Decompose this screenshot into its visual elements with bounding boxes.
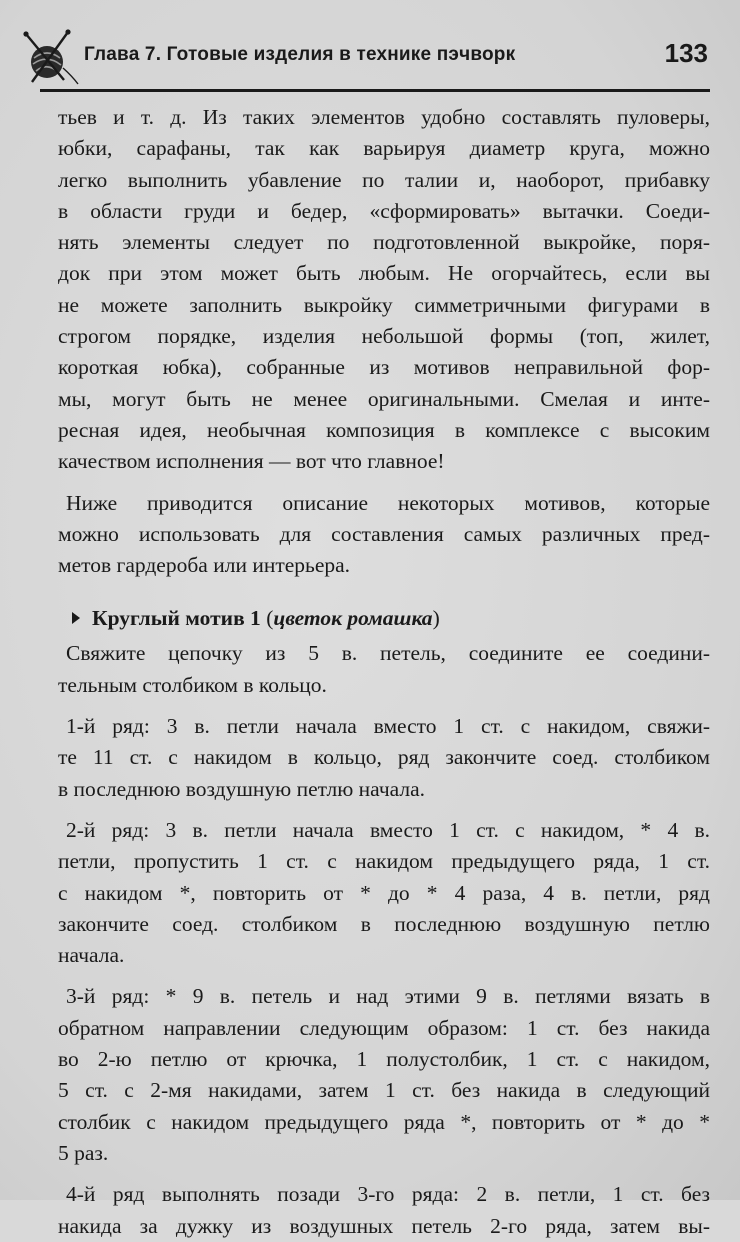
yarn-ball-with-needles-icon	[20, 28, 80, 88]
heading-title: Круглый мотив 1	[92, 606, 261, 631]
text-line: качеством исполнения — вот что главное!	[58, 449, 445, 474]
text-line: накида за дужку из воздушных петель 2-го ряда, затем вы-	[58, 1213, 710, 1238]
text-line: в области груди и бедер, «сформировать» вытачки. Соеди-	[58, 198, 710, 223]
text-line: обратном направлении следующим образом: 1 ст. без накида	[58, 1015, 710, 1040]
text-line: мы, могут быть не менее оригинальными. Смелая и инте-	[58, 386, 710, 411]
heading-paren-open: (	[260, 606, 274, 631]
text-line: в последнюю воздушную петлю начала.	[58, 776, 426, 801]
text-line: метов гардероба или интерьера.	[58, 553, 351, 578]
text-line: Ниже приводится описание некоторых мотивов, которые	[66, 490, 710, 515]
text-line: 3-й ряд: * 9 в. петель и над этими 9 в. петлями вязать в	[66, 984, 710, 1009]
text-line: столбик с накидом предыдущего ряда *, повторить от * до *	[58, 1109, 710, 1134]
text-line: можно использовать для составления самых различных пред-	[58, 521, 710, 546]
paragraph-4	[58, 711, 710, 805]
text-line: петли, пропустить 1 ст. с накидом предыдущего ряда, 1 ст.	[58, 849, 710, 874]
text-line: тьев и т. д. Из таких элементов удобно составлять пуловеры,	[58, 105, 710, 129]
text-line: 2-й ряд: 3 в. петли начала вместо 1 ст. с накидом, * 4 в.	[66, 817, 710, 842]
text-line: те 11 ст. с накидом в кольцо, ряд закончите соед. столбиком	[58, 745, 710, 770]
text-line: 1-й ряд: 3 в. петли начала вместо 1 ст. с накидом, свяжи-	[66, 714, 710, 739]
text-line: не можете заполнить выкройку симметричными фигурами в	[58, 292, 710, 317]
paragraph-3	[58, 638, 710, 701]
page-number: 133	[664, 38, 708, 68]
text-line: юбки, сарафаны, так как варьируя диаметр круга, можно	[58, 136, 710, 161]
text-line: нять элементы следует по подготовленной выкройке, поря-	[58, 230, 710, 255]
text-line: 4-й ряд выполнять позади 3-го ряда: 2 в. петли, 1 ст. без	[66, 1182, 710, 1207]
page-header	[40, 0, 710, 92]
paragraph-2	[58, 488, 710, 582]
text-line: ресная идея, необычная композиция в комплексе с высоким	[58, 417, 710, 442]
text-line: закончите соед. столбиком в последнюю воздушную петлю	[58, 911, 710, 936]
text-line: док при этом может быть любым. Не огорчайтесь, если вы	[58, 261, 710, 286]
running-head: Глава 7. Готовые изделия в технике пэчворк	[84, 44, 516, 65]
text-line: с накидом *, повторить от * до * 4 раза, 4 в. петли, ряд	[58, 880, 710, 905]
text-line: Свяжите цепочку из 5 в. петель, соедините ее соедини-	[66, 641, 710, 666]
text-line: тельным столбиком в кольцо.	[58, 672, 327, 697]
page-body	[58, 92, 710, 1242]
triangle-bullet-icon	[72, 612, 80, 624]
text-line: во 2-ю петлю от крючка, 1 полустолбик, 1 ст. с накидом,	[58, 1047, 710, 1072]
text-line: строгом порядке, изделия небольшой формы (топ, жилет,	[58, 324, 710, 349]
paragraph-5	[58, 815, 710, 971]
paragraph-7	[58, 1179, 710, 1242]
text-line: короткая юбка), собранные из мотивов неправильной фор-	[58, 355, 710, 380]
section-heading	[72, 603, 710, 634]
text-line: начала.	[58, 943, 125, 968]
heading-subtitle: цветок ромашка	[273, 606, 433, 631]
text-line: легко выполнить убавление по талии и, наоборот, прибавку	[58, 167, 710, 192]
paragraph-1	[58, 102, 710, 478]
heading-paren-close: )	[432, 606, 440, 631]
text-line: 5 раз.	[58, 1140, 109, 1165]
paragraph-6	[58, 981, 710, 1169]
text-line: 5 ст. с 2-мя накидами, затем 1 ст. без накида в следующий	[58, 1078, 710, 1103]
